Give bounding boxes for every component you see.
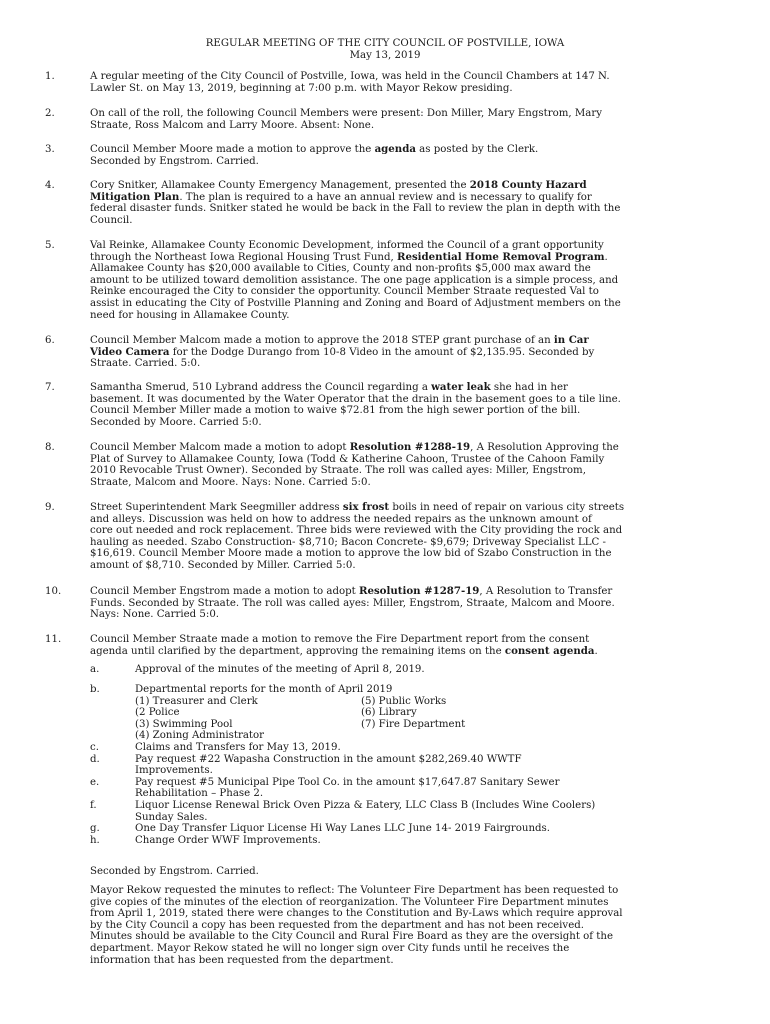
document-header [0,38,770,62]
item-text [90,442,725,488]
report-item: (4) Zoning Administrator [135,730,265,742]
text-line: Seconded by Engstrom. Carried. [90,155,259,167]
bold-term: Mitigation Plan [90,190,180,203]
report-item: (1) Treasurer and Clerk [135,695,258,707]
text-line: core out needed and rock replacement. Three bids were reviewed with the City providing the rock and [90,525,623,537]
bold-term: Residential Home Removal Program [397,250,605,263]
text-run: . [604,251,608,263]
bold-term: six frost [342,501,390,513]
consent-item-d [45,754,685,766]
sub-row [45,765,685,777]
text-line [90,382,725,394]
text-line: Reinke encouraged the City to consider the opportunity. Council Member Straate requested Val to [90,286,599,298]
sub-text: One Day Transfer Liquor License Hi Way Lanes LLC June 14- 2019 Fairgrounds. [135,823,550,835]
text-line: Nays: None. Carried 5:0. [90,609,220,621]
text-line [90,144,725,156]
text-line: information that has been requested from the department. [90,954,394,966]
text-line: from April 1, 2019, stated there were changes to the Constitution and By-Laws which require approval [90,908,623,920]
item-number: 11. [45,634,62,645]
bold-term: 2018 County Hazard [469,179,587,191]
text-run: Council Member Malcom made a motion to approve the 2018 STEP grant purchase of an [90,335,554,346]
text-line [90,252,725,264]
text-line: amount to be utilized toward demolition assistance. The one page application is a simple process, and [90,274,619,286]
bold-term: Resolution #1287-19 [359,585,480,597]
text-line: A regular meeting of the City Council of Postville, Iowa, was held in the Council Chambers at 147 N. [90,71,610,82]
sub-text: Improvements. [135,765,213,777]
text-line: federal disaster funds. Snitker stated he would be back in the Fall to review the plan in depth with the [90,203,621,215]
text-line: and alleys. Discussion was held on how to address the needed repairs as the unknown amount of [90,513,592,525]
report-item: (6) Library [361,707,417,719]
bold-term: agenda [374,143,416,155]
text-run: Council Member Malcom made a motion to adopt [90,442,350,453]
text-run: she had in her [490,382,568,393]
text-run: . [594,645,598,657]
sub-text: Claims and Transfers for May 13, 2019. [135,741,341,753]
consent-item-g [45,823,685,835]
text-line: basement. It was documented by the Water Operator that the drain in the basement goes to a tile line. [90,393,621,405]
sub-row [45,684,685,696]
item-number: 4. [45,180,55,191]
text-line [90,192,725,204]
text-run: , A Resolution to Transfer [479,586,613,597]
sub-letter: e. [90,776,100,788]
text-line: Council Member Miller made a motion to waive $72.81 from the high sewer portion of the bill. [90,405,581,417]
text-run: as posted by the Clerk. [415,144,539,155]
mayor-statement [90,885,725,966]
text-line: assist in educating the City of Postville Planning and Zoning and Board of Adjustment members on the [90,297,621,309]
text-line: amount of $8,710. Seconded by Miller. Carried 5:0. [90,559,356,571]
item-number: 8. [45,442,55,453]
sub-letter: b. [90,684,100,695]
consent-item-e [45,777,685,789]
report-item: (7) Fire Department [361,718,466,730]
text-line: Val Reinke, Allamakee County Economic Development, informed the Council of a grant opportunity [90,240,604,251]
item-number: 7. [45,382,55,393]
sub-text: Sunday Sales. [135,811,208,823]
sub-text: Pay request #22 Wapasha Construction in the amount $282,269.40 WWTF [135,753,522,765]
consent-item-f [45,800,685,812]
item-number: 1. [45,71,55,82]
report-item: (3) Swimming Pool [135,718,233,730]
sub-letter: d. [90,753,100,765]
text-line [90,502,725,514]
report-row [45,730,685,742]
item-number: 9. [45,502,55,513]
sub-letter: c. [90,741,99,753]
consent-item-h [45,835,685,847]
sub-text: Rehabilitation – Phase 2. [135,788,264,800]
item-text [90,335,725,370]
item-text [90,382,725,428]
sub-text: Change Order WWF Improvements. [135,834,321,846]
text-line: hauling as needed. Szabo Construction- $8,710; Bacon Concrete- $9,679; Driveway Specialist LLC - [90,536,606,548]
text-line: Straate, Malcom and Moore. Nays: None. Carried 5:0. [90,476,371,488]
text-run: , A Resolution Approving the [470,442,619,453]
text-run: Street Superintendent Mark Seegmiller address [90,502,343,513]
text-line [90,335,725,347]
text-line: $16,619. Council Member Moore made a motion to approve the low bid of Szabo Construction in the [90,548,612,560]
sub-row [45,812,685,824]
sub-letter: a. [90,664,100,675]
sub-text: Pay request #5 Municipal Pipe Tool Co. in the amount $17,647.87 Sanitary Sewer [135,776,560,788]
item-text [90,108,725,131]
meeting-date: May 13, 2019 [349,50,421,61]
item-number: 6. [45,335,55,346]
consent-item-b [45,684,685,846]
sub-letter: h. [90,834,100,846]
text-run: Council Member Engstrom made a motion to adopt [90,586,359,597]
text-run: for the Dodge Durango from 10-8 Video in the amount of $2,135.95. Seconded by [169,346,595,358]
bold-term: Video Camera [90,345,170,358]
bold-term: consent agenda [504,644,595,657]
item-number: 3. [45,144,55,155]
item-text [90,634,725,657]
document-title: REGULAR MEETING OF THE CITY COUNCIL OF POSTVILLE, IOWA [205,38,565,49]
sub-row [45,788,685,800]
sub-letter: f. [90,799,97,811]
text-line: Council Member Straate made a motion to remove the Fire Department report from the consent [90,634,590,645]
text-line: Plat of Survey to Allamakee County, Iowa (Todd & Katherine Cahoon, Trustee of the Cahoon Family [90,453,605,465]
text-run: boils in need of repair on various city streets [389,502,625,513]
text-line: Funds. Seconded by Straate. The roll was called ayes: Miller, Engstrom, Straate, Malcom and Moore. [90,597,615,609]
report-row [45,696,685,708]
text-line: Allamakee County has $20,000 available to Cities, County and non-profits $5,000 max award the [90,263,591,275]
text-line: Straate. Carried. 5:0. [90,358,201,370]
text-line: department. Mayor Rekow stated he will no longer sign over City funds until he receives the [90,942,570,954]
item-number: 2. [45,108,55,119]
text-line: by the City Council a copy has been requested from the department and has not been received. [90,919,584,931]
sub-letter: g. [90,823,100,835]
text-run: Council Member Moore made a motion to approve the [90,144,375,155]
item-text [90,71,725,94]
item-number: 10. [45,586,62,597]
item-text [90,144,725,167]
text-line: need for housing in Allamakee County. [90,309,290,321]
sub-text: Approval of the minutes of the meeting of April 8, 2019. [135,664,425,675]
bold-term: water leak [431,381,491,393]
text-line: give copies of the minutes of the election of reorganization. The Volunteer Fire Department minutes [90,896,609,908]
text-run: agenda until clarified by the department, approving the remaining items on the [90,645,505,657]
consent-item-a [45,664,685,676]
item-text [90,502,725,572]
text-line: Mayor Rekow requested the minutes to reflect: The Volunteer Fire Department has been requested to [90,885,619,896]
text-line: 2010 Revocable Trust Owner). Seconded by Straate. The roll was called ayes: Miller, Engstrom, [90,465,586,477]
report-row [45,719,685,731]
text-line: Minutes should be available to the City Council and Rural Fire Board as they are the oversight of the [90,931,613,943]
text-line [90,347,725,359]
sub-text: Departmental reports for the month of April 2019 [135,684,393,695]
text-line [90,442,725,454]
report-item: (2 Police [135,707,180,719]
text-line: Seconded by Moore. Carried 5:0. [90,416,262,428]
text-line: Council. [90,214,133,226]
item-text [90,240,725,321]
consent-item-c [45,742,685,754]
item-number: 5. [45,240,55,251]
seconded-line: Seconded by Engstrom. Carried. [90,866,259,877]
text-line: On call of the roll, the following Council Members were present: Don Miller, Mary Engstrom, Mary [90,108,602,119]
report-row [45,707,685,719]
consent-agenda-list [45,664,685,676]
text-run: Cory Snitker, Allamakee County Emergency Management, presented the [90,180,470,191]
bold-term: Resolution #1288-19 [349,441,471,453]
item-text [90,180,725,226]
item-text [90,586,725,621]
text-run: Samantha Smerud, 510 Lybrand address the Council regarding a [90,382,432,393]
bold-term: in Car [553,334,589,346]
text-line [90,646,725,658]
text-run: . The plan is required to a have an annual review and is necessary to qualify for [179,191,592,203]
text-line: Lawler St. on May 13, 2019, beginning at 7:00 p.m. with Mayor Rekow presiding. [90,82,513,94]
text-line: Straate, Ross Malcom and Larry Moore. Absent: None. [90,119,375,131]
report-item: (5) Public Works [361,695,447,707]
text-line [90,586,725,598]
sub-text: Liquor License Renewal Brick Oven Pizza & Eatery, LLC Class B (Includes Wine Coolers) [135,799,596,811]
text-line [90,180,725,192]
text-run: through the Northeast Iowa Regional Housing Trust Fund, [90,251,397,263]
